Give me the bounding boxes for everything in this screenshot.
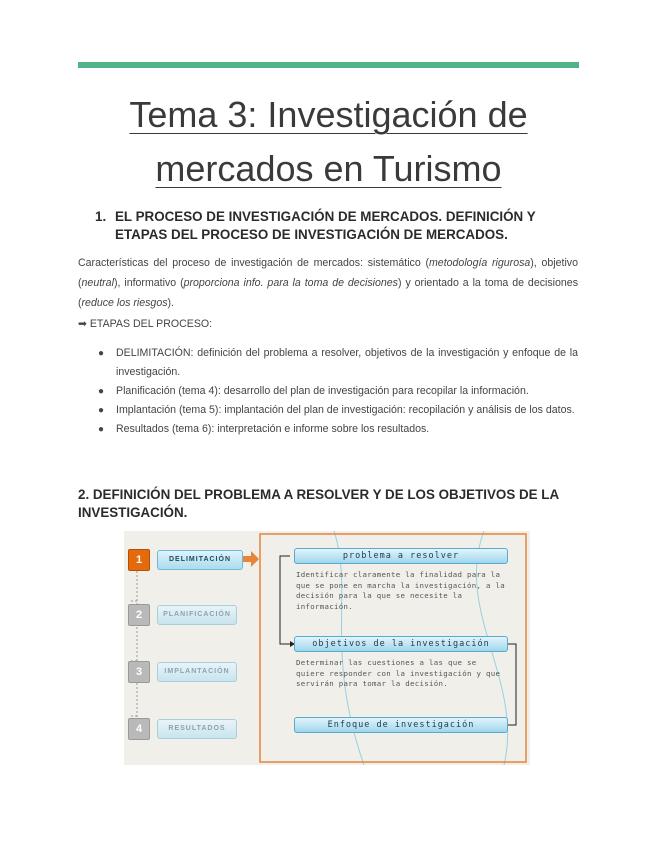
process-diagram bbox=[124, 531, 530, 765]
section-2-heading: 2. DEFINICIÓN DEL PROBLEMA A RESOLVER Y DE LOS OBJETIVOS DE LA INVESTIGACIÓN. bbox=[78, 487, 559, 520]
step-planificacion bbox=[128, 604, 237, 626]
step-label: RESULTADOS bbox=[157, 719, 237, 739]
bullet-icon: ● bbox=[98, 424, 105, 435]
step-label: PLANIFICACIÓN bbox=[157, 605, 237, 625]
flow-connector bbox=[280, 556, 290, 644]
step-number: 2 bbox=[128, 604, 150, 626]
objetivos-description: Determinar las cuestiones a las que se quiere responder con la investigación y que servirán para tomar la decisión. bbox=[296, 658, 501, 688]
section-1-heading bbox=[95, 208, 585, 244]
box-objetivos: objetivos de la investigación bbox=[294, 636, 508, 652]
step-implantacion bbox=[128, 661, 237, 683]
stages-label: ➡ ETAPAS DEL PROCESO: bbox=[78, 318, 213, 330]
list-item-text: Implantación (tema 5): implantación del plan de investigación: recopilación y análisis de los datos. bbox=[116, 404, 575, 416]
step-number: 1 bbox=[128, 549, 150, 571]
step-label: DELIMITACIÓN bbox=[157, 550, 243, 570]
list-item bbox=[96, 401, 578, 420]
list-item bbox=[96, 420, 578, 439]
para-text: ), objetivo ( bbox=[78, 257, 578, 289]
para-text: ) y orientado a la toma de decisiones ( bbox=[78, 277, 578, 309]
para-emphasis: proporciona info. para la toma de decisiones bbox=[183, 277, 398, 289]
page-title bbox=[78, 88, 579, 196]
section-1-number: 1. bbox=[95, 209, 107, 224]
bullet-icon: ● bbox=[98, 386, 105, 397]
arrow-right-icon bbox=[241, 551, 259, 567]
flow-connector bbox=[508, 644, 516, 725]
list-item bbox=[96, 382, 578, 401]
list-item bbox=[96, 344, 578, 382]
bullet-icon: ● bbox=[98, 405, 105, 416]
problema-description: Identificar claramente la finalidad para la que se pone en marcha la investigación, a la decisión para la que se necesite la información. bbox=[296, 570, 505, 611]
top-divider-bar bbox=[78, 62, 579, 68]
list-item-text: Planificación (tema 4): desarrollo del plan de investigación para recopilar la información. bbox=[116, 385, 529, 397]
stages-list bbox=[96, 344, 578, 439]
bullet-icon: ● bbox=[98, 348, 105, 359]
step-number: 4 bbox=[128, 718, 150, 740]
characteristics-paragraph bbox=[78, 253, 578, 313]
box-problema-a-resolver: problema a resolver bbox=[294, 548, 508, 564]
step-number: 3 bbox=[128, 661, 150, 683]
para-text: ), informativo ( bbox=[113, 277, 184, 289]
para-text: Características del proceso de investigación de mercados: sistemático ( bbox=[78, 257, 429, 269]
box-enfoque: Enfoque de investigación bbox=[294, 717, 508, 733]
step-label: IMPLANTACIÓN bbox=[157, 662, 237, 682]
list-item-text: Resultados (tema 6): interpretación e informe sobre los resultados. bbox=[116, 423, 430, 435]
title-line-2: mercados en Turismo bbox=[155, 148, 502, 189]
para-text: ). bbox=[167, 297, 174, 309]
para-emphasis: reduce los riesgos bbox=[81, 297, 168, 309]
step-delimitacion bbox=[128, 549, 243, 571]
step-resultados bbox=[128, 718, 237, 740]
section-1-heading-text: EL PROCESO DE INVESTIGACIÓN DE MERCADOS. DEFINICIÓN Y ETAPAS DEL PROCESO DE INVESTIGACIÓN DE MERCADOS. bbox=[115, 209, 536, 242]
list-item-text: DELIMITACIÓN: definición del problema a resolver, objetivos de la investigación y enfoque de la investigación. bbox=[116, 347, 578, 378]
para-emphasis: neutral bbox=[81, 277, 114, 289]
para-emphasis: metodología rigurosa bbox=[428, 257, 531, 269]
title-line-1: Tema 3: Investigación de bbox=[129, 94, 528, 135]
